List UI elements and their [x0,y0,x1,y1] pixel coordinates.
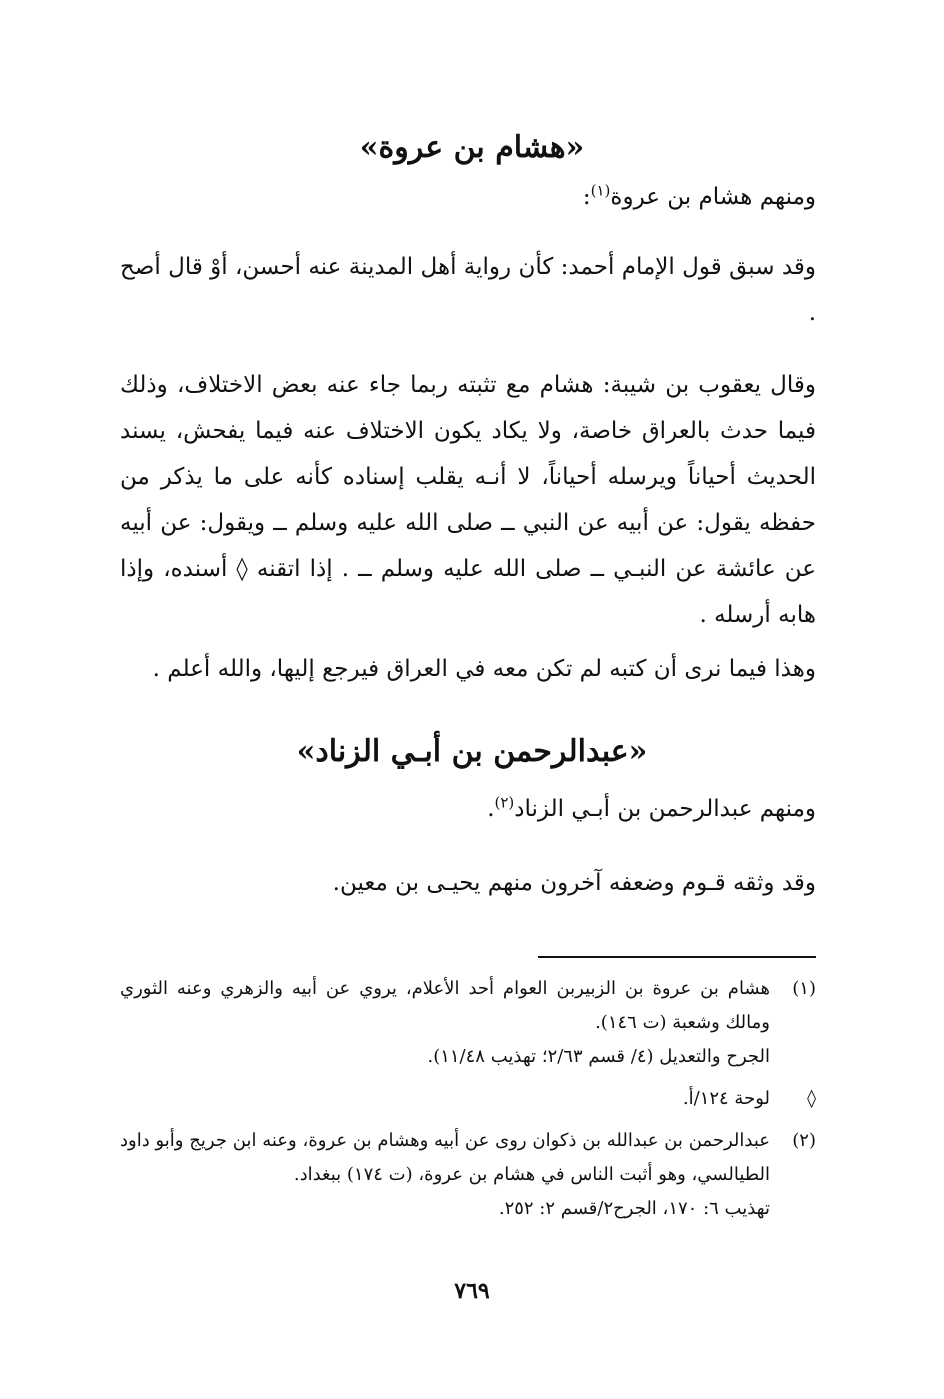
footnote-number: (٢) [792,1130,816,1151]
paragraph-tawthiq: وقد وثقه قـوم وضعفه آخرون منهم يحيـى بن معين. [332,870,816,896]
footnote-1 [120,972,816,1074]
footnotes-section [120,972,816,1234]
footnote-source: تهذيب ٦: ١٧٠، الجرح٢/قسم ٢: ٢٥٢. [498,1198,770,1219]
footnote-manuscript-marker [120,1082,816,1116]
paragraph-text: ومنهم هشام بن عروة [610,184,816,210]
section-heading-hisham: «هشام بن عروة» [359,130,585,165]
paragraph-yaqub-quote: وقال يعقوب بن شيبة: هشام مع تثبته ربما جاء عنه بعض الاختلاف، وذلك فيما حدث بالعراق خاصة، ولا يكاد يكون الاختلاف عنه فيما يفحش، يسند الحديث أحياناً ويرسله أحياناً، لا أنـه يقلب إسناده كأنه على ما يذكر من حفظه يقول: عن أبيه عن النبي ــ صلى الله عليه وسلم ــ ويقول: عن أبيه عن عائشة عن النبـي ــ صلى الله عليه وسلم ــ . إذا اتقنه ◊ أسنده، وإذا هابه أرسله . [120,372,816,628]
paragraph-intro-abdulrahman [120,786,816,832]
section-heading-abdulrahman: «عبدالرحمن بن أبـي الزناد» [296,734,648,769]
footnote-divider [538,956,816,958]
paragraph-intro-hisham [120,174,816,220]
paragraph-end: . [487,796,495,822]
footnote-reference-2: (٢) [494,793,515,812]
paragraph-text: ومنهم عبدالرحمن بن أبـي الزناد [514,796,816,822]
paragraph-ahmad-quote: وقد سبق قول الإمام أحمد: كأن رواية أهل المدينة عنه أحسن، أوْ قال أصح . [120,254,816,326]
paragraph-end: : [582,184,591,210]
footnote-text: هشام بن عروة بن الزبيربن العوام أحد الأعلام، يروي عن أبيه والزهري وعنه الثوري ومالك وشعبة (ت ١٤٦). [120,978,770,1033]
footnote-2 [120,1124,816,1226]
footnote-source: الجرح والتعديل (٤/ قسم ٢/٦٣؛ تهذيب ١١/٤٨). [427,1046,770,1067]
page-number: ٧٦٩ [454,1278,490,1304]
footnote-text: لوحة ١٢٤/أ. [682,1088,770,1109]
footnote-reference-1: (١) [590,181,611,200]
footnote-text: عبدالرحمن بن عبدالله بن ذكوان روى عن أبيه وهشام بن عروة، وعنه ابن جريج وأبو داود الطيالسي، وهو أثبت الناس في هشام بن عروة، (ت ١٧٤) ببغداد. [120,1130,770,1185]
paragraph-conclusion: وهذا فيما نرى أن كتبه لم تكن معه في العراق فيرجع إليها، والله أعلم . [152,656,816,682]
footnote-number: (١) [792,978,816,999]
diamond-marker-icon: ◊ [807,1088,816,1109]
